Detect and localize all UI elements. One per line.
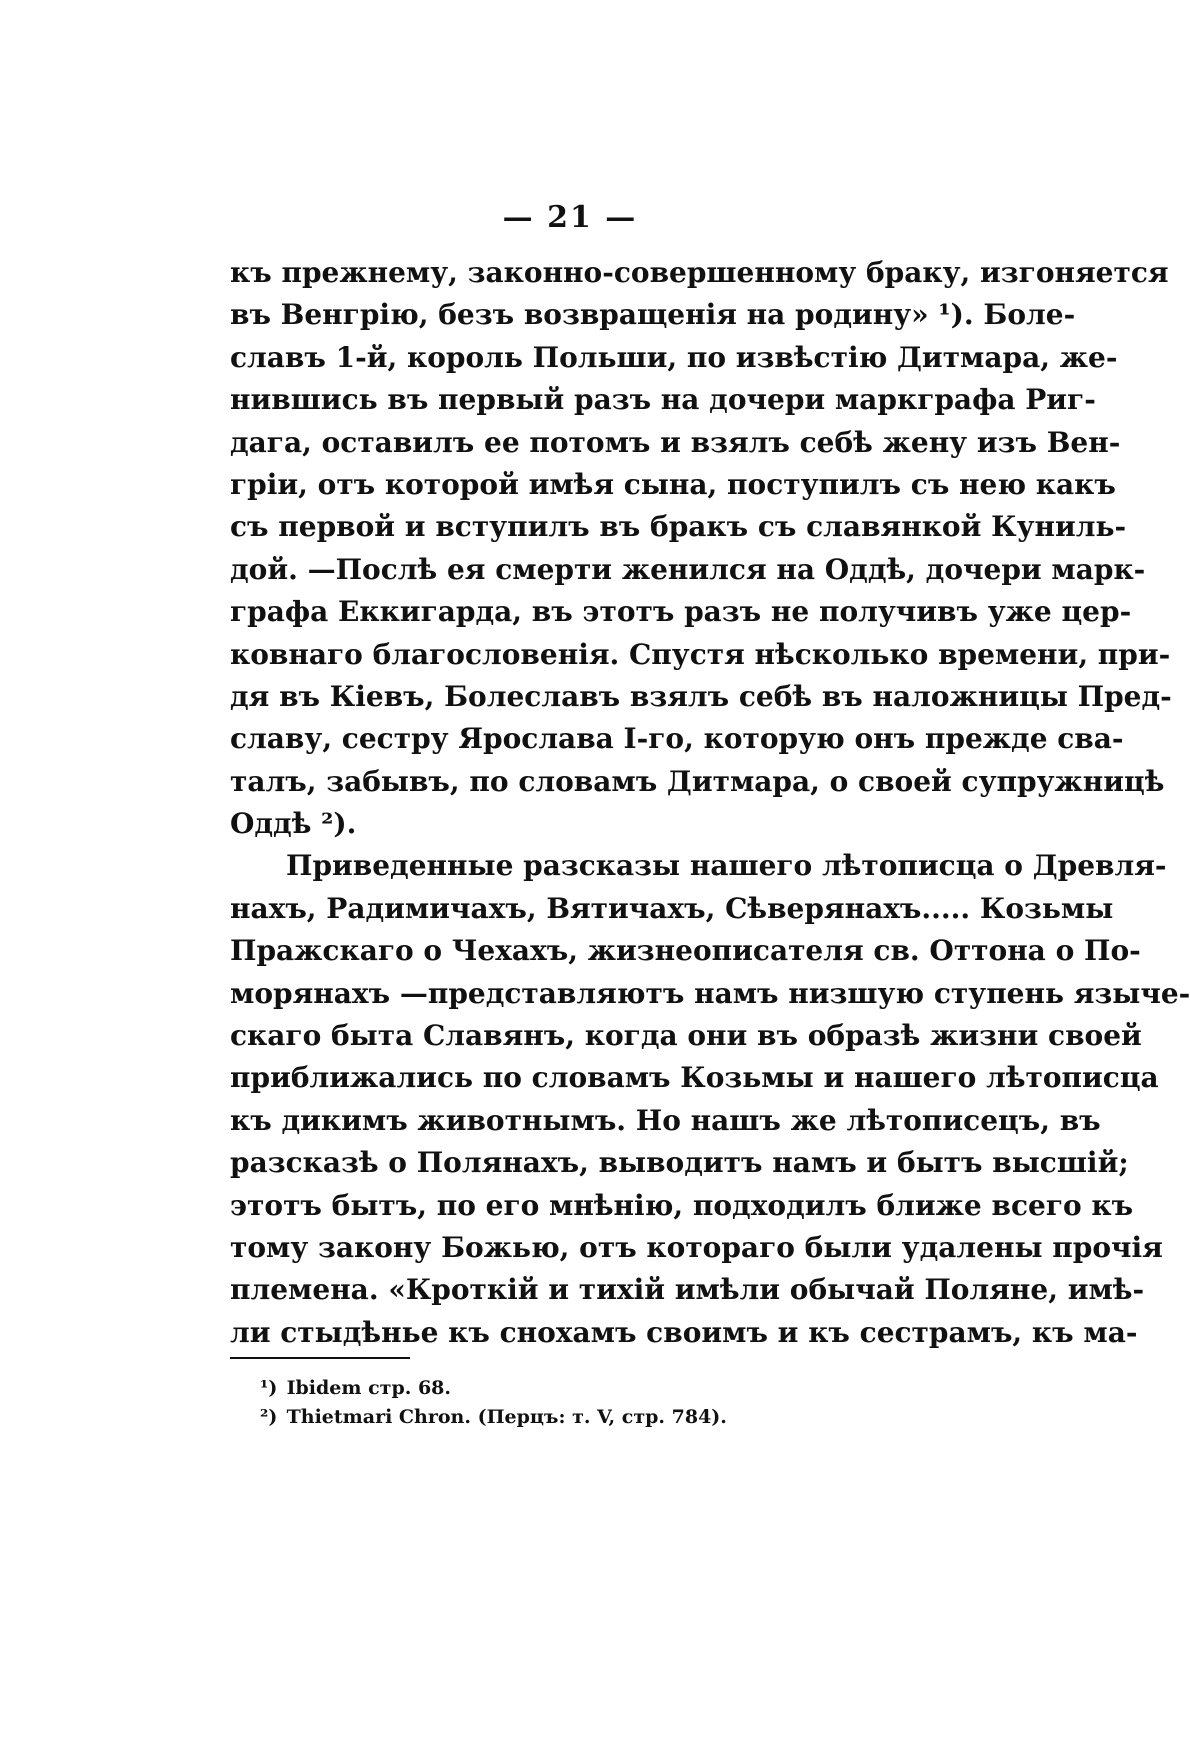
footnotes [260, 1374, 860, 1432]
text-line: славъ 1-й, король Польши, по извѣстію Дитмара, же- [230, 340, 1118, 374]
text-line: ковнаго благословенія. Спустя нѣсколько времени, при- [230, 637, 1171, 671]
text-line: тому закону Божью, отъ котораго были удалены прочія [230, 1230, 1163, 1264]
main-text [230, 252, 1190, 1354]
text-line: скаго быта Славянъ, когда они въ образѣ жизни своей [230, 1019, 1142, 1053]
text-line: Пражскаго о Чехахъ, жизнеописателя св. Оттона о По- [230, 934, 1141, 968]
text-line: ли стыдѣнье къ снохамъ своимъ и къ сестрамъ, къ ма- [230, 1315, 1138, 1349]
text-line: графа Еккигарда, въ этотъ разъ не получивъ уже цер- [230, 595, 1132, 629]
text-line: славу, сестру Ярослава I-го, которую онъ прежде сва- [230, 722, 1124, 756]
text-line: нившись въ первый разъ на дочери маркграфа Риг- [230, 383, 1096, 417]
text-line: къ дикимъ животнымъ. Но нашъ же лѣтописецъ, въ [230, 1103, 1101, 1137]
footnote-2 [260, 1403, 860, 1432]
footnote-mark: ¹) [260, 1377, 278, 1399]
footnote-text: Ibidem стр. 68. [286, 1377, 452, 1399]
text-line: племена. «Кроткій и тихій имѣли обычай Поляне, имѣ- [230, 1273, 1145, 1307]
paragraph-1 [230, 252, 1172, 845]
footnote-mark: ²) [260, 1406, 278, 1428]
text-line: съ первой и вступилъ въ бракъ съ славянкой Куниль- [230, 510, 1127, 544]
paragraph-2 [230, 845, 1190, 1354]
footnote-text: Thietmari Chron. (Перцъ: т. V, стр. 784). [286, 1406, 727, 1428]
text-line: приближались по словамъ Козьмы и нашего лѣтописца [230, 1061, 1159, 1095]
text-line: дага, оставилъ ее потомъ и взялъ себѣ жену изъ Вен- [230, 425, 1121, 459]
text-line: къ прежнему, законно-совершенному браку, изгоняется [230, 256, 1169, 289]
text-line: Приведенные разсказы нашего лѣтописца о Древля- [286, 849, 1167, 883]
text-line: Оддѣ ²). [230, 807, 357, 841]
text-line: этотъ бытъ, по его мнѣнію, подходилъ ближе всего къ [230, 1188, 1134, 1222]
footnote-divider [230, 1357, 410, 1359]
text-line: морянахъ —представляютъ намъ низшую ступень язычe- [230, 976, 1190, 1010]
page-number: — 21 — [502, 200, 638, 235]
text-line: гріи, отъ которой имѣя сына, поступилъ съ нею какъ [230, 467, 1116, 501]
text-line: разсказѣ о Полянахъ, выводитъ намъ и бытъ высшій; [230, 1146, 1129, 1180]
text-line: въ Венгрію, безъ возвращенія на родину» ¹). Боле- [230, 298, 1076, 332]
text-line: дя въ Кіевъ, Болеславъ взялъ себѣ въ наложницы Пред- [230, 679, 1172, 713]
footnote-1 [260, 1374, 860, 1403]
text-line: дой. —Послѣ ея смерти женился на Оддѣ, дочери марк- [230, 552, 1146, 586]
text-line: нахъ, Радимичахъ, Вятичахъ, Сѣверянахъ..... Козьмы [230, 891, 1114, 925]
text-line: талъ, забывъ, по словамъ Дитмара, о своей супружницѣ [230, 764, 1165, 798]
